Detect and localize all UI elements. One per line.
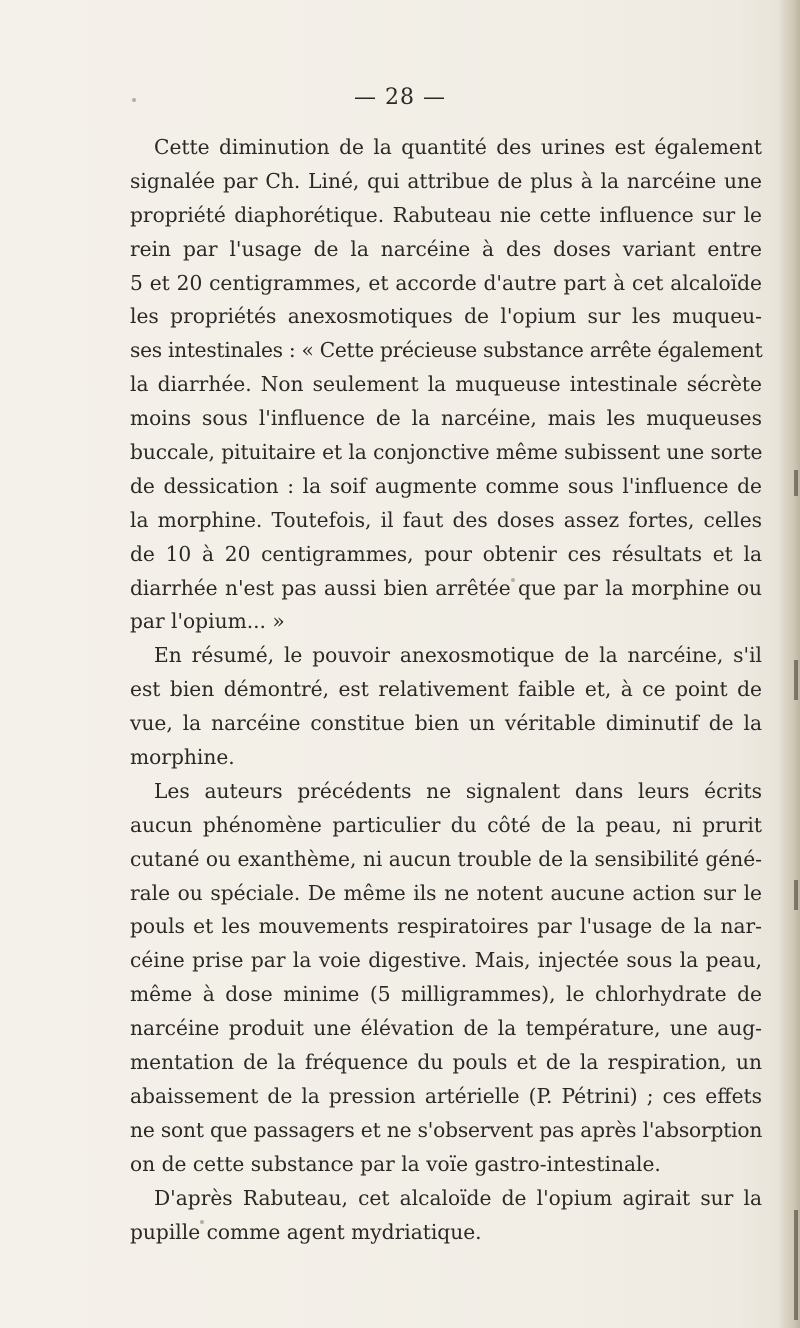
text-line: mentation de la fréquence du pouls et de la respiration, un [130, 1050, 762, 1075]
text-line: céine prise par la voie digestive. Mais, injectée sous la peau, [130, 948, 762, 973]
text-line: est bien démontré, est relativement faible et, à ce point de [130, 677, 762, 702]
text-line: pupille comme agent mydriatique. [130, 1219, 482, 1244]
text-line: En résumé, le pouvoir anexosmotique de la narcéine, s'il [154, 643, 762, 668]
text-line: narcéine produit une élévation de la température, une aug- [130, 1016, 762, 1041]
edge-mark [794, 470, 798, 496]
edge-mark [794, 880, 798, 910]
edge-mark [794, 660, 798, 700]
text-line: pouls et les mouvements respiratoires par l'usage de la nar- [130, 914, 762, 939]
text-line: ses intestinales : « Cette précieuse substance arrête également [130, 338, 763, 363]
text-line: aucun phénomène particulier du côté de la peau, ni prurit [130, 812, 762, 837]
text-line: rein par l'usage de la narcéine à des doses variant entre [130, 236, 762, 261]
text-line: la diarrhée. Non seulement la muqueuse intestinale sécrète [130, 372, 762, 397]
text-line: moins sous l'influence de la narcéine, mais les muqueuses [130, 406, 762, 431]
text-line: même à dose minime (5 milligrammes), le chlorhydrate de [130, 982, 762, 1007]
text-line: Les auteurs précédents ne signalent dans leurs écrits [154, 778, 762, 803]
text-line: vue, la narcéine constitue bien un véritable diminutif de la [130, 711, 762, 736]
text-line: 5 et 20 centigrammes, et accorde d'autre part à cet alcaloïde [130, 270, 762, 295]
text-line: cutané ou exanthème, ni aucun trouble de la sensibilité géné- [130, 846, 762, 871]
text-line: propriété diaphorétique. Rabuteau nie cette influence sur le [130, 202, 762, 227]
text-line: buccale, pituitaire et la conjonctive même subissent une sorte [130, 440, 763, 465]
page-edge-shadow [778, 0, 800, 1328]
text-line: abaissement de la pression artérielle (P. Pétrini) ; ces effets [130, 1083, 762, 1108]
text-line: diarrhée n'est pas aussi bien arrêtée que par la morphine ou [130, 575, 762, 600]
text-line: morphine. [130, 745, 235, 770]
text-line: la morphine. Toutefois, il faut des doses assez fortes, celles [130, 507, 762, 532]
text-line: rale ou spéciale. De même ils ne notent aucune action sur le [130, 880, 762, 905]
text-line: par l'opium... » [130, 609, 285, 634]
text-line: de dessication : la soif augmente comme sous l'influence de [130, 473, 762, 498]
text-line: signalée par Ch. Liné, qui attribue de plus à la narcéine une [130, 168, 762, 193]
text-line: D'après Rabuteau, cet alcaloïde de l'opium agirait sur la [154, 1185, 762, 1210]
text-line: Cette diminution de la quantité des urines est également [154, 135, 762, 159]
text-line: ne sont que passagers et ne s'observent pas après l'absorption [130, 1117, 763, 1142]
text-line: on de cette substance par la voïe gastro-intestinale. [130, 1151, 661, 1176]
body-text [130, 131, 762, 1249]
text-line: de 10 à 20 centigrammes, pour obtenir ces résultats et la [130, 541, 762, 566]
page-number: — 28 — [354, 85, 446, 110]
text-line: les propriétés anexosmotiques de l'opium sur les muqueu- [130, 304, 762, 329]
edge-mark [794, 1210, 798, 1320]
